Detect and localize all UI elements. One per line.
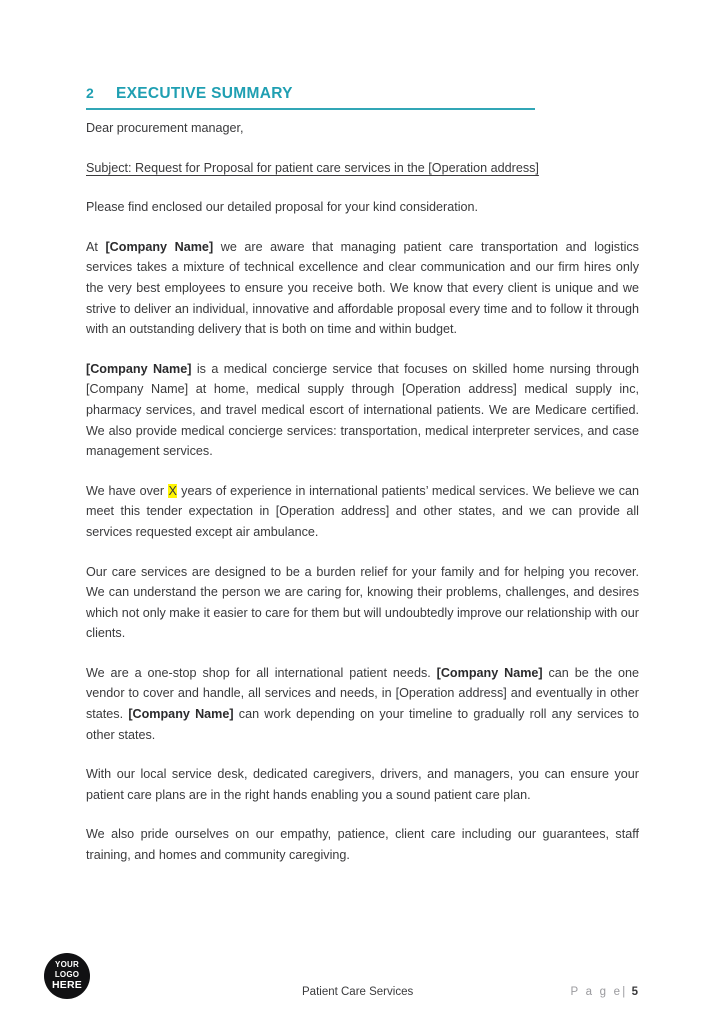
para3-rest: is a medical concierge service that focuses on skilled home nursing through [Company Name] at home, medical supply through [Operation address] medical supply inc, pharmacy services, and travel medical escort of international patients. We are Medicare certified. We also provide medical concierge services: transportation, medical interpreter services, and case management services. — [86, 361, 639, 459]
paragraph-care-services: Our care services are designed to be a burden relief for your family and for helping you recover. We can understand the person we are caring for, knowing their problems, challenges, and desires which not only make it easier to care for them but will undoubtedly improve our relationship with our clients. — [86, 564, 639, 641]
footer-page-indicator — [571, 986, 638, 998]
paragraph-experience — [86, 481, 639, 543]
page-separator: | — [622, 986, 627, 998]
highlighted-placeholder: X — [168, 483, 177, 498]
section-title: EXECUTIVE SUMMARY — [116, 85, 293, 102]
para6-mid: can be the one vendor to cover and handle, all services and needs, in [Operation address] and eventually in other states. — [86, 665, 640, 722]
para2-rest: we are aware that managing patient care transportation and logistics services takes a mixture of technical excellence and clear communication and our firm hires only the very best employees to ensure you receive both. We know that every client is unique and we strive to deliver an individual, innovative and affordable proposal every time and to follow it through with an outstanding delivery that is both on time and within budget. — [86, 239, 639, 337]
heading-divider — [86, 108, 535, 110]
document-body — [86, 118, 639, 885]
logo-line-logo: LOGO — [54, 969, 80, 979]
logo-line-here: HERE — [52, 979, 82, 992]
section-number: 2 — [86, 85, 94, 101]
page-number: 5 — [631, 986, 638, 998]
page-label: P a g e — [570, 986, 623, 998]
company-name-token: [Company Name] — [128, 707, 234, 722]
logo-line-your: YOUR — [55, 960, 79, 970]
para6-lead: We are a one-stop shop for all international patient needs. — [86, 665, 437, 680]
paragraph-one-stop-shop — [86, 663, 639, 745]
para6-rest: can work depending on your timeline to gradually roll any services to other states. — [86, 707, 640, 742]
paragraph-pride: We also pride ourselves on our empathy, patience, client care including our guarantees, staff training, and homes and community caregiving. — [86, 827, 639, 863]
page-footer — [0, 978, 724, 1018]
company-name-token: [Company Name] — [436, 665, 543, 680]
para4-lead: We have over — [86, 483, 168, 498]
paragraph-awareness — [86, 237, 639, 340]
subject-line: Subject: Request for Proposal for patient care services in the [Operation address] — [86, 160, 539, 175]
company-name-token: [Company Name] — [105, 239, 214, 254]
para2-lead: At — [86, 239, 106, 254]
footer-document-title: Patient Care Services — [302, 986, 414, 998]
paragraph-intro: Please find enclosed our detailed proposal for your kind consideration. — [86, 200, 479, 215]
para4-rest: years of experience in international patients’ medical services. We believe we can meet this tender expectation in [Operation address] and other states, and we can provide all services requested except air ambulance. — [86, 483, 640, 539]
company-name-token: [Company Name] — [86, 361, 192, 376]
paragraph-service-desk: With our local service desk, dedicated caregivers, drivers, and managers, you can ensure your patient care plans are in the right hands enabling you a sound patient care plan. — [86, 767, 639, 802]
salutation-line: Dear procurement manager, — [86, 121, 244, 135]
section-heading — [86, 85, 536, 103]
paragraph-concierge — [86, 359, 639, 462]
